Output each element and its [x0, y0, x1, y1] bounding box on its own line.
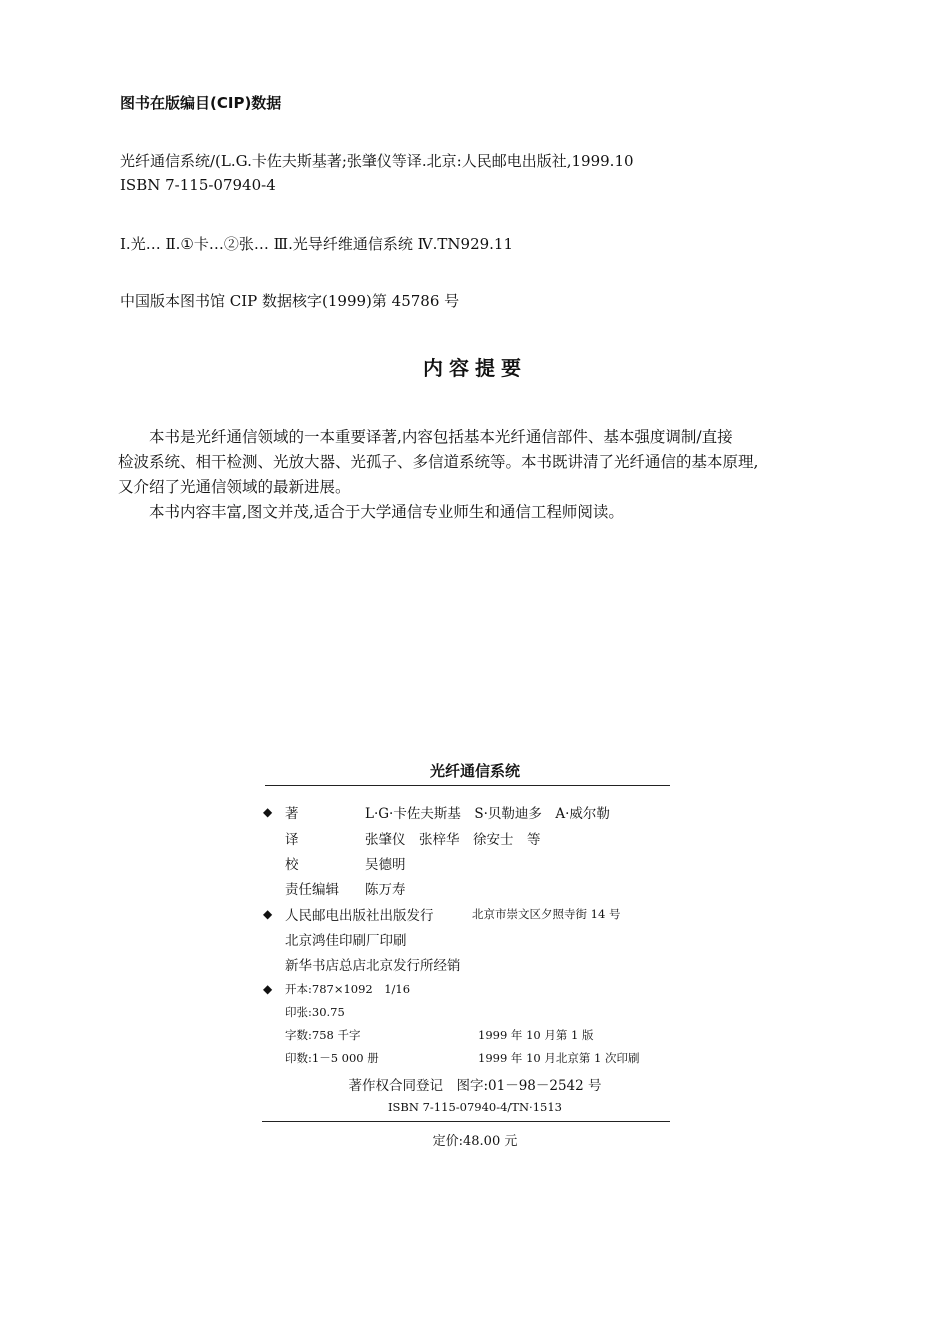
copyright-registration: 著作权合同登记 图字:01－98－2542 号	[348, 1078, 602, 1094]
summary-line-1: 本书是光纤通信领域的一本重要译著,内容包括基本光纤通信部件、基本强度调制/直接	[149, 428, 733, 446]
printer: 北京鸿佳印刷厂印刷	[285, 933, 407, 949]
proofreader-label: 校	[285, 857, 299, 873]
colophon-title: 光纤通信系统	[429, 762, 520, 780]
cip-title-line: 光纤通信系统/(L.G.卡佐夫斯基著;张肇仪等译.北京:人民邮电出版社,1999.10	[120, 152, 634, 170]
diamond-bullet-icon: ◆	[263, 982, 273, 996]
publisher-address: 北京市崇文区夕照寺街 14 号	[472, 907, 621, 921]
book-format: 开本:787×1092 1/16	[285, 982, 411, 996]
price: 定价:48.00 元	[432, 1134, 518, 1149]
divider-top	[265, 785, 670, 786]
summary-line-2: 检波系统、相干检测、光放大器、光孤子、多信道系统等。本书既讲清了光纤通信的基本原理,	[118, 453, 759, 471]
print-run: 印数:1－5 000 册	[285, 1051, 379, 1065]
translator-label: 译	[285, 832, 299, 848]
cip-classification: Ⅰ.光… Ⅱ.①卡…②张… Ⅲ.光导纤维通信系统 Ⅳ.TN929.11	[120, 235, 514, 253]
printing: 1999 年 10 月北京第 1 次印刷	[478, 1051, 640, 1065]
word-count: 字数:758 千字	[285, 1028, 361, 1042]
summary-title: 内容提要	[423, 356, 527, 380]
cip-heading: 图书在版编目(CIP)数据	[120, 94, 282, 112]
author-label: 著	[285, 806, 299, 822]
cip-isbn: ISBN 7-115-07940-4	[120, 176, 276, 194]
diamond-bullet-icon: ◆	[263, 805, 273, 819]
editor-label: 责任编辑	[285, 882, 339, 898]
publisher: 人民邮电出版社出版发行	[285, 908, 434, 924]
editor: 陈万寿	[365, 882, 406, 898]
distributor: 新华书店总店北京发行所经销	[285, 958, 461, 974]
edition: 1999 年 10 月第 1 版	[478, 1028, 594, 1042]
proofreader: 吴德明	[365, 857, 406, 873]
summary-text	[118, 425, 838, 525]
divider-bottom	[262, 1121, 670, 1122]
translators: 张肇仪 张梓华 徐安士 等	[365, 832, 541, 848]
printed-sheets: 印张:30.75	[285, 1005, 345, 1019]
cip-approval-number: 中国版本图书馆 CIP 数据核字(1999)第 45786 号	[120, 292, 460, 310]
isbn-full: ISBN 7-115-07940-4/TN·1513	[388, 1100, 562, 1114]
summary-line-3: 又介绍了光通信领域的最新进展。	[118, 478, 351, 496]
summary-paragraph-2: 本书内容丰富,图文并茂,适合于大学通信专业师生和通信工程师阅读。	[149, 503, 624, 521]
authors: L·G·卡佐夫斯基 S·贝勒迪多 A·威尔勒	[365, 806, 610, 822]
diamond-bullet-icon: ◆	[263, 907, 273, 921]
